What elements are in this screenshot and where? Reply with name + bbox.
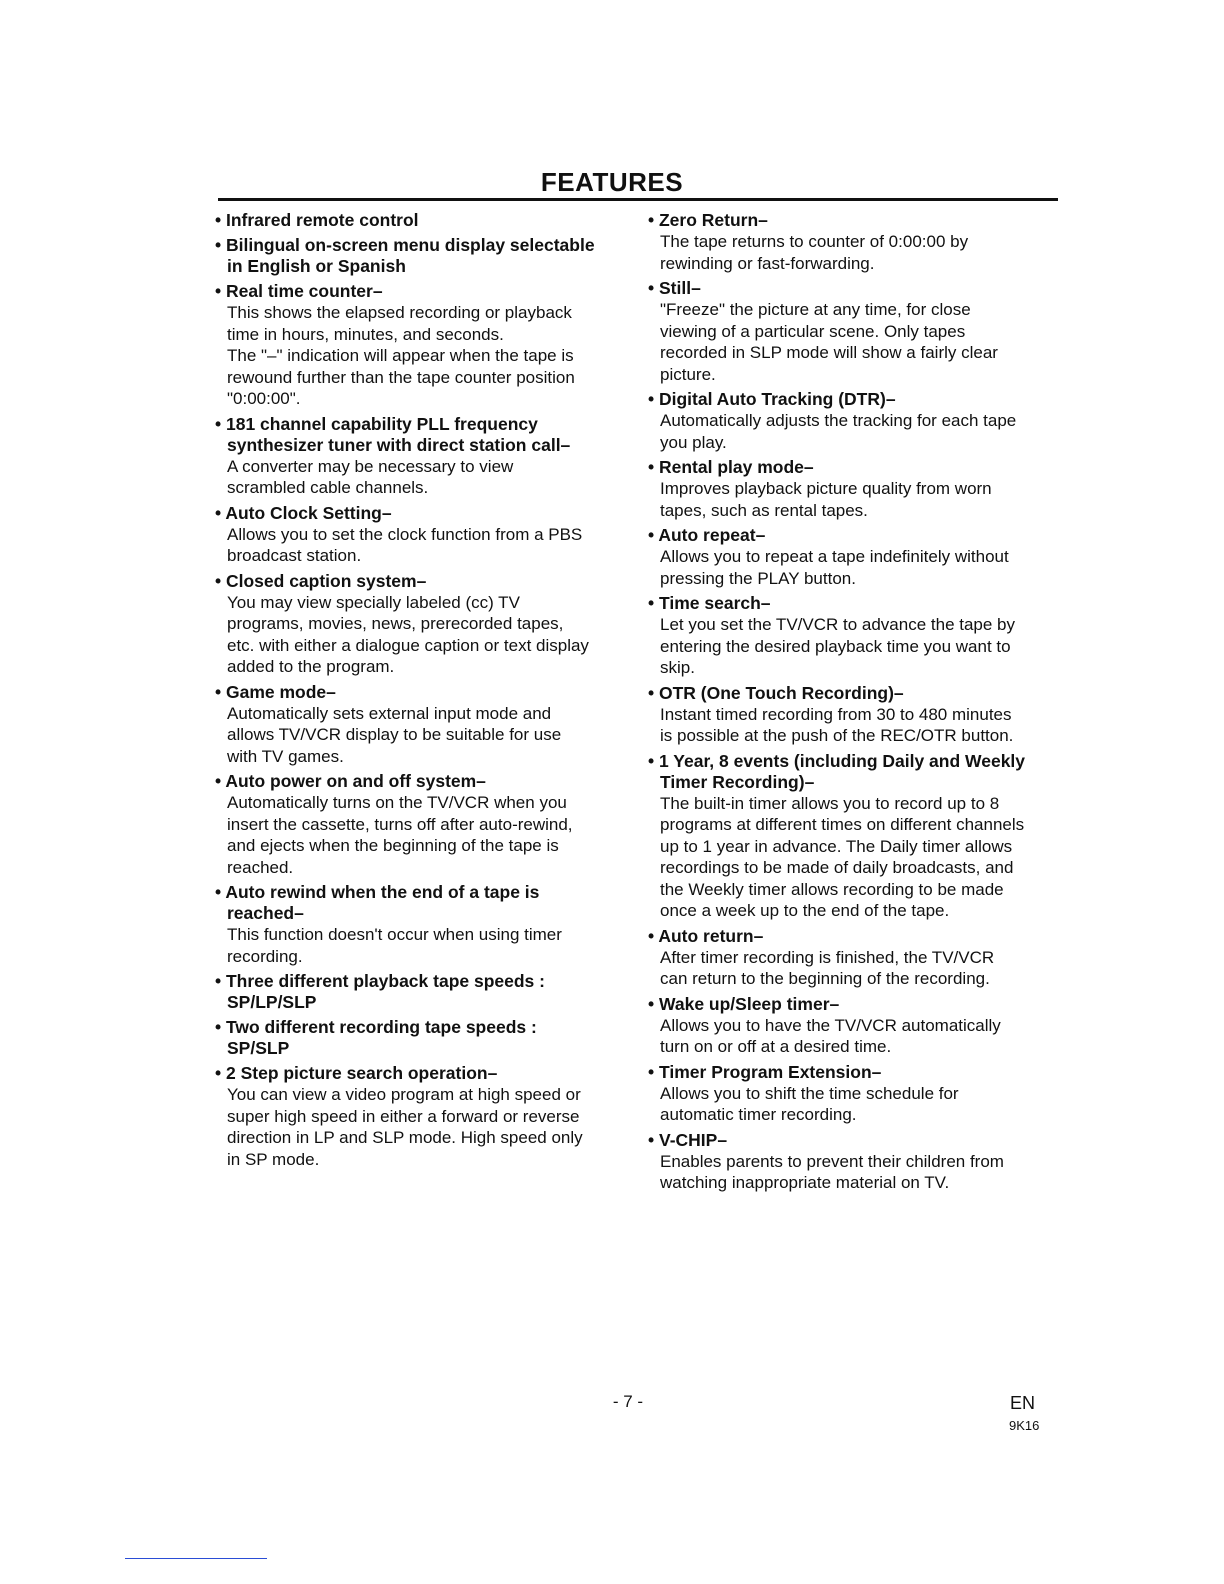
feature-item [648,278,1063,385]
feature-description: Enables parents to prevent their children from watching inappropriate material on TV. [660,1151,1004,1192]
feature-item [648,751,1063,922]
feature-title: • Still– [648,278,701,298]
feature-description: Let you set the TV/VCR to advance the tape by entering the desired playback time you want to skip. [660,615,1016,677]
feature-description: Instant timed recording from 30 to 480 minutes is possible at the push of the REC/OTR button. [660,704,1014,745]
feature-title: • Zero Return– [648,210,768,230]
feature-title: • Closed caption system– [215,570,427,591]
feature-item [215,1063,635,1170]
feature-title: • 1 Year, 8 events (including Daily and Weekly Timer Recording)– [648,750,1026,792]
feature-item [215,682,635,768]
title-underline [218,198,1058,201]
document-code: 9K16 [1009,1418,1040,1433]
feature-description: The tape returns to counter of 0:00:00 by rewinding or fast-forwarding. [660,232,969,273]
feature-description: The built-in timer allows you to record up to 8 programs at different times on different channels up to 1 year in advance. The Daily timer allows recordings to be made of daily broadcasts, and the Weekly timer allows recording to be made once a week up to the end of the tape. [660,793,1025,920]
page-number: - 7 - [612,1392,644,1411]
feature-title: • Infrared remote control [215,210,419,230]
right-feature-column [648,210,1063,1198]
feature-title: • Auto Clock Setting– [215,502,392,523]
feature-description: Automatically adjusts the tracking for each tape you play. [660,411,1017,452]
feature-item [648,593,1063,679]
feature-item [648,926,1063,990]
feature-description: This function doesn't occur when using timer recording. [227,925,562,966]
feature-description: Automatically sets external input mode and allows TV/VCR display to be suitable for use with TV games. [227,703,562,766]
feature-title: • Auto power on and off system– [215,771,486,791]
feature-title: • Game mode– [215,681,336,702]
feature-item [215,971,635,1013]
feature-item [215,235,635,277]
feature-description: Allows you to have the TV/VCR automatically turn on or off at a desired time. [660,1015,1001,1056]
feature-item [648,210,1063,274]
feature-title: • Time search– [648,593,771,613]
feature-item [215,882,635,967]
footnote-separator [125,1558,267,1559]
feature-title: • Bilingual on-screen menu display selectable in English or Spanish [215,235,595,276]
feature-description: You may view specially labeled (cc) TV programs, movies, news, prerecorded tapes, etc. with either a dialogue caption or text display added to the program. [227,592,589,676]
feature-title: • Auto rewind when the end of a tape is reached– [215,882,540,923]
feature-item [215,414,635,499]
feature-item [648,525,1063,589]
feature-title: • 2 Step picture search operation– [215,1063,498,1083]
feature-title: • Two different recording tape speeds : SP/SLP [215,1017,537,1058]
feature-title: • Timer Program Extension– [648,1061,882,1082]
feature-title: • Three different playback tape speeds : SP/LP/SLP [215,971,545,1012]
feature-item [648,457,1063,521]
feature-description: Allows you to repeat a tape indefinitely without pressing the PLAY button. [660,547,1009,588]
feature-description: Allows you to set the clock function from a PBS broadcast station. [227,524,583,565]
feature-title: • Wake up/Sleep timer– [648,993,840,1014]
feature-description: "Freeze" the picture at any time, for close viewing of a particular scene. Only tapes recorded in SLP mode will show a fairly clear picture. [660,300,998,384]
feature-item [648,1062,1063,1126]
feature-title: • Auto return– [648,925,764,946]
feature-description: Allows you to shift the time schedule for automatic timer recording. [660,1083,959,1124]
feature-description: Improves playback picture quality from worn tapes, such as rental tapes. [660,479,992,520]
feature-title: • V-CHIP– [648,1129,728,1150]
feature-item [648,389,1063,453]
feature-item [215,281,635,410]
feature-item [215,571,635,678]
feature-item [215,1017,635,1059]
feature-description: A converter may be necessary to view scrambled cable channels. [227,456,514,497]
language-code: EN [1010,1393,1036,1413]
feature-title: • Real time counter– [215,281,383,301]
feature-item [215,210,635,231]
feature-description: This shows the elapsed recording or playback time in hours, minutes, and seconds. The "–" indication will appear when the tape is rewound further than the tape counter position "0:00:00". [227,303,575,408]
feature-title: • OTR (One Touch Recording)– [648,682,904,703]
feature-title: • Digital Auto Tracking (DTR)– [648,389,896,409]
feature-description: Automatically turns on the TV/VCR when you insert the cassette, turns off after auto-rewind, and ejects when the beginning of the tape is reached. [227,793,573,877]
feature-item [648,1130,1063,1194]
feature-item [648,683,1063,747]
feature-item [215,771,635,878]
feature-title: • Rental play mode– [648,457,814,477]
feature-item [215,503,635,567]
page-title: FEATURES [540,167,684,197]
feature-title: • 181 channel capability PLL frequency synthesizer tuner with direct station call– [215,413,571,455]
feature-description: After timer recording is finished, the TV/VCR can return to the beginning of the recording. [660,947,995,988]
feature-title: • Auto repeat– [648,525,766,545]
feature-description: You can view a video program at high speed or super high speed in either a forward or reverse direction in LP and SLP mode. High speed only in SP mode. [227,1085,583,1169]
left-feature-column [215,210,635,1174]
feature-item [648,994,1063,1058]
